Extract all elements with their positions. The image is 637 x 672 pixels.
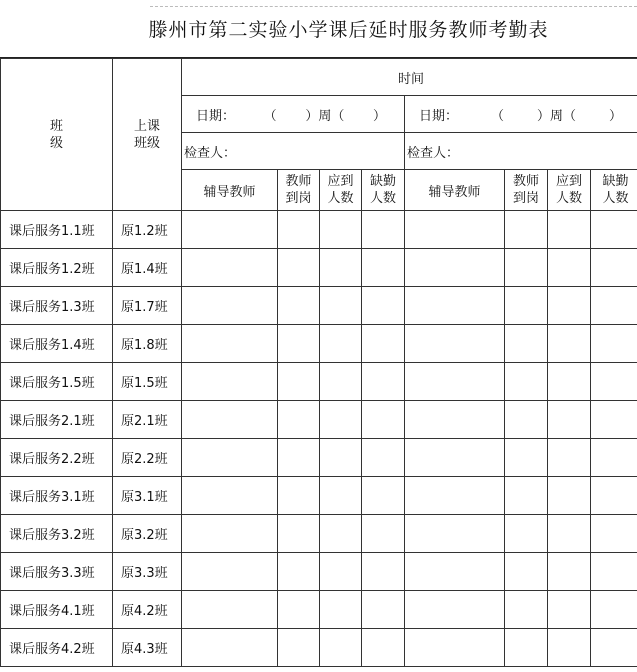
entry-cell[interactable] bbox=[505, 439, 548, 477]
col-tutor: 辅导教师 bbox=[182, 170, 278, 211]
row-orig-class: 原4.2班 bbox=[113, 591, 182, 629]
entry-cell[interactable] bbox=[182, 591, 278, 629]
row-class-name: 课后服务1.2班 bbox=[1, 249, 113, 287]
entry-cell[interactable] bbox=[182, 363, 278, 401]
entry-cell[interactable] bbox=[362, 401, 405, 439]
entry-cell[interactable] bbox=[362, 325, 405, 363]
entry-cell[interactable] bbox=[320, 325, 362, 363]
entry-cell[interactable] bbox=[405, 249, 505, 287]
table-row bbox=[1, 363, 637, 401]
date-open: （ bbox=[263, 108, 277, 124]
row-class-name: 课后服务2.2班 bbox=[1, 439, 113, 477]
entry-cell[interactable] bbox=[548, 515, 591, 553]
table-row bbox=[1, 287, 637, 325]
entry-cell[interactable] bbox=[278, 325, 320, 363]
entry-cell[interactable] bbox=[548, 363, 591, 401]
entry-cell[interactable] bbox=[405, 515, 505, 553]
row-class-name: 课后服务1.3班 bbox=[1, 287, 113, 325]
entry-cell[interactable] bbox=[405, 553, 505, 591]
entry-cell[interactable] bbox=[405, 629, 505, 667]
col-expected bbox=[320, 170, 362, 211]
entry-cell[interactable] bbox=[182, 325, 278, 363]
entry-cell[interactable] bbox=[278, 439, 320, 477]
entry-cell[interactable] bbox=[548, 553, 591, 591]
row-orig-class: 原3.3班 bbox=[113, 553, 182, 591]
col-teacher-arrive bbox=[278, 170, 320, 211]
entry-cell[interactable] bbox=[405, 477, 505, 515]
entry-cell[interactable] bbox=[320, 477, 362, 515]
entry-cell[interactable] bbox=[548, 325, 591, 363]
entry-cell[interactable] bbox=[362, 629, 405, 667]
entry-cell[interactable] bbox=[405, 325, 505, 363]
entry-cell[interactable] bbox=[505, 211, 548, 249]
entry-cell[interactable] bbox=[548, 211, 591, 249]
entry-cell[interactable] bbox=[320, 591, 362, 629]
date-week: ）周（ bbox=[305, 108, 345, 124]
entry-cell[interactable] bbox=[548, 401, 591, 439]
entry-cell[interactable] bbox=[278, 553, 320, 591]
date-end: ） bbox=[372, 108, 386, 124]
entry-cell[interactable] bbox=[505, 629, 548, 667]
entry-cell[interactable] bbox=[182, 287, 278, 325]
col-absent-text: 缺勤 人数 bbox=[602, 174, 629, 206]
date-week: ）周（ bbox=[537, 108, 577, 124]
row-class-name: 课后服务3.1班 bbox=[1, 477, 113, 515]
row-orig-class: 原1.5班 bbox=[113, 363, 182, 401]
entry-cell[interactable] bbox=[320, 439, 362, 477]
entry-cell[interactable] bbox=[278, 629, 320, 667]
entry-cell[interactable] bbox=[320, 515, 362, 553]
table-row bbox=[1, 211, 637, 249]
checker-field-left[interactable]: 检查人： bbox=[182, 133, 405, 170]
entry-cell[interactable] bbox=[591, 553, 637, 591]
entry-cell[interactable] bbox=[591, 439, 637, 477]
entry-cell[interactable] bbox=[505, 325, 548, 363]
col-absent bbox=[591, 170, 637, 211]
date-open: （ bbox=[491, 108, 505, 124]
entry-cell[interactable] bbox=[505, 515, 548, 553]
row-class-name: 课后服务4.1班 bbox=[1, 591, 113, 629]
entry-cell[interactable] bbox=[320, 629, 362, 667]
entry-cell[interactable] bbox=[591, 363, 637, 401]
entry-cell[interactable] bbox=[505, 287, 548, 325]
entry-cell[interactable] bbox=[591, 591, 637, 629]
entry-cell[interactable] bbox=[362, 363, 405, 401]
entry-cell[interactable] bbox=[548, 439, 591, 477]
table-row bbox=[1, 515, 637, 553]
col-teacher-arrive bbox=[505, 170, 548, 211]
row-orig-class: 原2.1班 bbox=[113, 401, 182, 439]
entry-cell[interactable] bbox=[320, 287, 362, 325]
header-class bbox=[1, 59, 113, 211]
entry-cell[interactable] bbox=[182, 439, 278, 477]
entry-cell[interactable] bbox=[505, 249, 548, 287]
entry-cell[interactable] bbox=[591, 211, 637, 249]
row-orig-class: 原1.7班 bbox=[113, 287, 182, 325]
table-row bbox=[1, 629, 637, 667]
entry-cell[interactable] bbox=[320, 211, 362, 249]
row-class-name: 课后服务1.1班 bbox=[1, 211, 113, 249]
entry-cell[interactable] bbox=[362, 591, 405, 629]
checker-field-right[interactable]: 检查人： bbox=[405, 133, 637, 170]
sheet-title: 滕州市第二实验小学课后延时服务教师考勤表 bbox=[0, 0, 637, 58]
table-row bbox=[1, 591, 637, 629]
entry-cell[interactable] bbox=[362, 477, 405, 515]
row-orig-class: 原1.4班 bbox=[113, 249, 182, 287]
date-end: ） bbox=[609, 108, 623, 124]
header-orig-class bbox=[113, 59, 182, 211]
entry-cell[interactable] bbox=[591, 401, 637, 439]
entry-cell[interactable] bbox=[405, 211, 505, 249]
entry-cell[interactable] bbox=[548, 477, 591, 515]
entry-cell[interactable] bbox=[591, 515, 637, 553]
entry-cell[interactable] bbox=[505, 477, 548, 515]
entry-cell[interactable] bbox=[405, 287, 505, 325]
entry-cell[interactable] bbox=[405, 439, 505, 477]
date-label: 日期： bbox=[196, 108, 236, 124]
entry-cell[interactable] bbox=[591, 249, 637, 287]
entry-cell[interactable] bbox=[505, 591, 548, 629]
entry-cell[interactable] bbox=[278, 477, 320, 515]
entry-cell[interactable] bbox=[405, 591, 505, 629]
row-class-name: 课后服务1.5班 bbox=[1, 363, 113, 401]
entry-cell[interactable] bbox=[278, 515, 320, 553]
date-label: 日期： bbox=[419, 108, 459, 124]
entry-cell[interactable] bbox=[320, 553, 362, 591]
col-teacher-arrive-text: 教师 到岗 bbox=[512, 174, 539, 206]
entry-cell[interactable] bbox=[362, 553, 405, 591]
entry-cell[interactable] bbox=[405, 363, 505, 401]
col-tutor: 辅导教师 bbox=[405, 170, 505, 211]
entry-cell[interactable] bbox=[548, 249, 591, 287]
table-row bbox=[1, 325, 637, 363]
col-expected-text: 应到 人数 bbox=[555, 174, 582, 206]
col-expected-text: 应到 人数 bbox=[327, 174, 354, 206]
row-orig-class: 原2.2班 bbox=[113, 439, 182, 477]
table-body bbox=[1, 211, 637, 667]
entry-cell[interactable] bbox=[182, 211, 278, 249]
date-field-left[interactable] bbox=[182, 96, 405, 133]
header-time: 时间 bbox=[182, 59, 637, 96]
date-field-right[interactable] bbox=[405, 96, 637, 133]
row-orig-class: 原1.2班 bbox=[113, 211, 182, 249]
entry-cell[interactable] bbox=[505, 363, 548, 401]
row-orig-class: 原3.1班 bbox=[113, 477, 182, 515]
row-class-name: 课后服务3.3班 bbox=[1, 553, 113, 591]
entry-cell[interactable] bbox=[405, 401, 505, 439]
header-orig-class-text: 上课 班级 bbox=[133, 118, 160, 151]
entry-cell[interactable] bbox=[591, 477, 637, 515]
entry-cell[interactable] bbox=[278, 211, 320, 249]
entry-cell[interactable] bbox=[362, 249, 405, 287]
col-absent-text: 缺勤 人数 bbox=[369, 174, 396, 206]
entry-cell[interactable] bbox=[591, 287, 637, 325]
entry-cell[interactable] bbox=[278, 287, 320, 325]
entry-cell[interactable] bbox=[505, 553, 548, 591]
entry-cell[interactable] bbox=[278, 249, 320, 287]
entry-cell[interactable] bbox=[182, 401, 278, 439]
entry-cell[interactable] bbox=[362, 515, 405, 553]
table-row bbox=[1, 249, 637, 287]
col-teacher-arrive-text: 教师 到岗 bbox=[285, 174, 312, 206]
entry-cell[interactable] bbox=[320, 249, 362, 287]
entry-cell[interactable] bbox=[548, 629, 591, 667]
entry-cell[interactable] bbox=[362, 211, 405, 249]
entry-cell[interactable] bbox=[278, 591, 320, 629]
entry-cell[interactable] bbox=[362, 287, 405, 325]
entry-cell[interactable] bbox=[278, 401, 320, 439]
entry-cell[interactable] bbox=[362, 439, 405, 477]
row-orig-class: 原1.8班 bbox=[113, 325, 182, 363]
row-class-name: 课后服务2.1班 bbox=[1, 401, 113, 439]
entry-cell[interactable] bbox=[548, 287, 591, 325]
entry-cell[interactable] bbox=[182, 515, 278, 553]
col-absent bbox=[362, 170, 405, 211]
table-row bbox=[1, 553, 637, 591]
table-row bbox=[1, 439, 637, 477]
row-class-name: 课后服务3.2班 bbox=[1, 515, 113, 553]
table-row bbox=[1, 401, 637, 439]
entry-cell[interactable] bbox=[548, 591, 591, 629]
row-class-name: 课后服务4.2班 bbox=[1, 629, 113, 667]
entry-cell[interactable] bbox=[320, 401, 362, 439]
row-class-name: 课后服务1.4班 bbox=[1, 325, 113, 363]
entry-cell[interactable] bbox=[320, 363, 362, 401]
entry-cell[interactable] bbox=[278, 363, 320, 401]
col-expected bbox=[548, 170, 591, 211]
attendance-table bbox=[0, 58, 637, 667]
entry-cell[interactable] bbox=[182, 553, 278, 591]
entry-cell[interactable] bbox=[591, 325, 637, 363]
entry-cell[interactable] bbox=[591, 629, 637, 667]
row-orig-class: 原3.2班 bbox=[113, 515, 182, 553]
entry-cell[interactable] bbox=[182, 249, 278, 287]
entry-cell[interactable] bbox=[182, 629, 278, 667]
entry-cell[interactable] bbox=[505, 401, 548, 439]
entry-cell[interactable] bbox=[182, 477, 278, 515]
row-orig-class: 原4.3班 bbox=[113, 629, 182, 667]
header-class-text: 班 级 bbox=[49, 118, 63, 151]
table-row bbox=[1, 477, 637, 515]
